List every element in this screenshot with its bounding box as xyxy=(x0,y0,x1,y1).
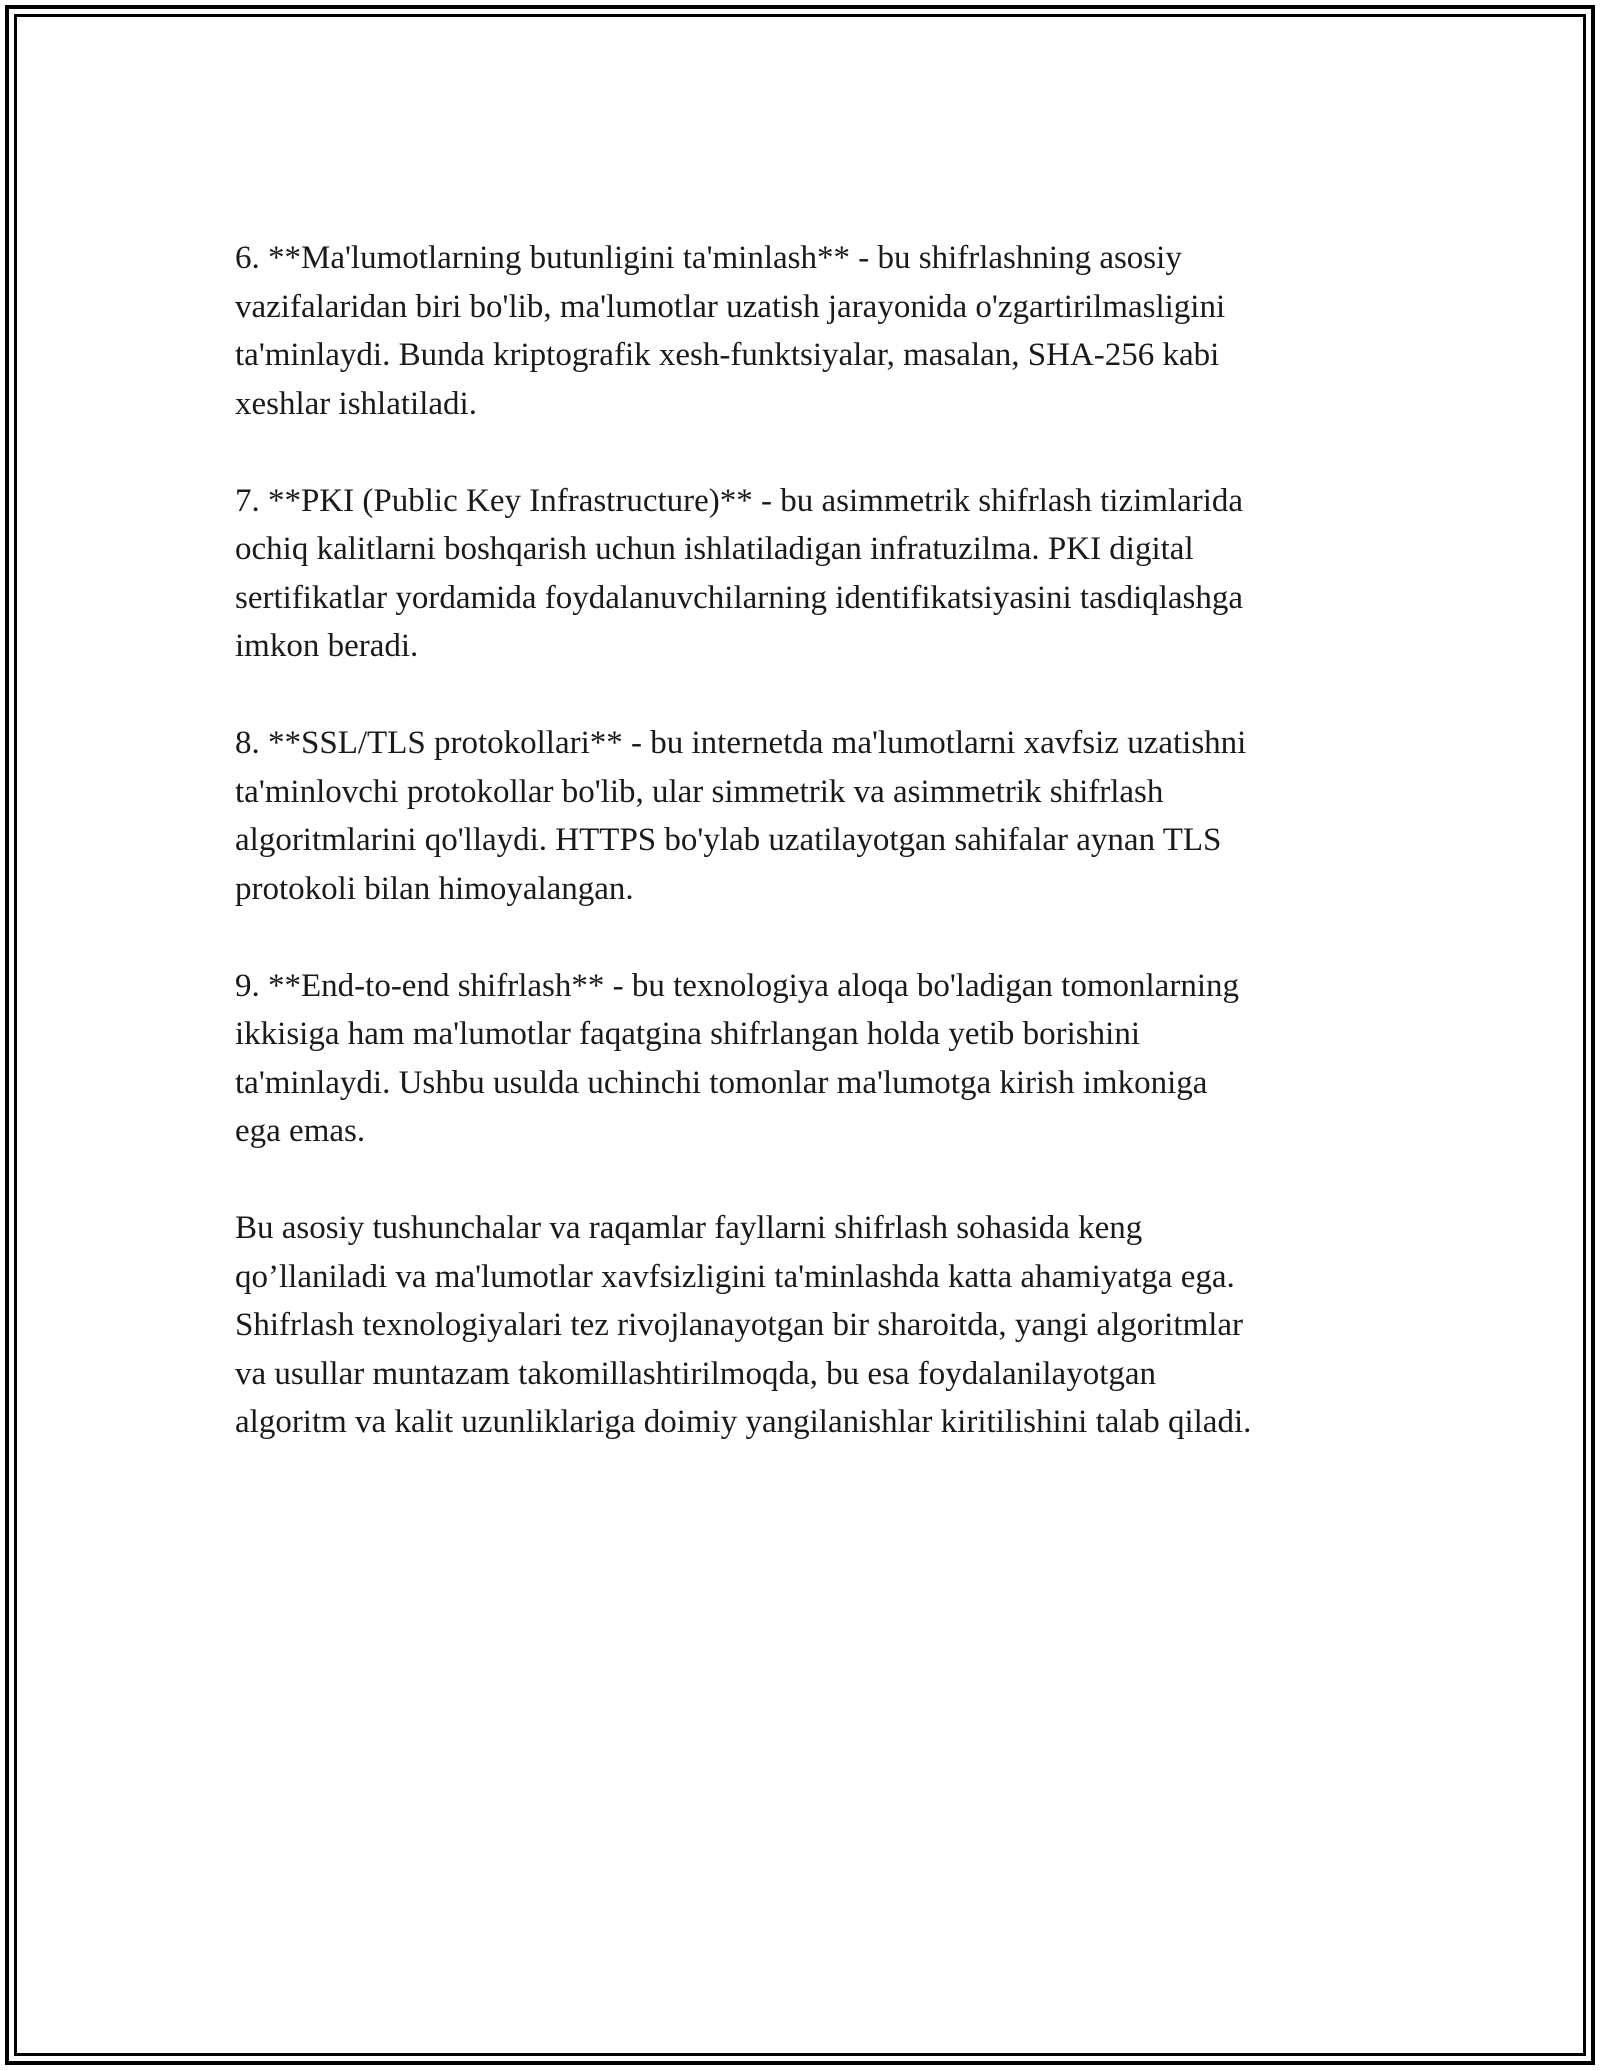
paragraph-pki: 7. **PKI (Public Key Infrastructure)** - bu asimmetrik shifrlash tizimlarida ochiq kalitlarni boshqarish uchun ishlatiladigan infratuzilma. PKI digital sertifikatlar yordamida foydalanuvchilarning identifikatsiyasini tasdiqlashga imkon beradi. xyxy=(235,482,1244,664)
paragraph-summary: Bu asosiy tushunchalar va raqamlar fayllarni shifrlash sohasida keng qo’llaniladi va ma'lumotlar xavfsizligini ta'minlashda katta ahamiyatga ega. Shifrlash texnologiyalari tez rivojlanayotgan bir sharoitda, yangi algoritmlar va usullar muntazam takomillashtirilmoqda, bu esa foydalanilayotgan algoritm va kalit uzunliklariga doimiy yangilanishlar kiritilishini talab qiladi. xyxy=(235,1210,1252,1440)
paragraph-data-integrity: 6. **Ma'lumotlarning butunligini ta'minlash** - bu shifrlashning asosiy vazifalaridan biri bo'lib, ma'lumotlar uzatish jarayonida o'zgartirilmasligini ta'minlaydi. Bunda kriptografik xesh-funktsiyalar, masalan, SHA-256 kabi xeshlar ishlatiladi. xyxy=(235,240,1226,422)
document-body xyxy=(235,234,1395,1447)
paragraph-end-to-end: 9. **End-to-end shifrlash** - bu texnologiya aloqa bo'ladigan tomonlarning ikkisiga ham ma'lumotlar faqatgina shifrlangan holda yetib borishini ta'minlaydi. Ushbu usulda uchinchi tomonlar ma'lumotga kirish imkoniga ega emas. xyxy=(235,967,1239,1149)
paragraph-ssl-tls: 8. **SSL/TLS protokollari** - bu internetda ma'lumotlarni xavfsiz uzatishni ta'minlovchi protokollar bo'lib, ular simmetrik va asimmetrik shifrlash algoritmlarini qo'llaydi. HTTPS bo'ylab uzatilayotgan sahifalar aynan TLS protokoli bilan himoyalangan. xyxy=(235,725,1247,907)
